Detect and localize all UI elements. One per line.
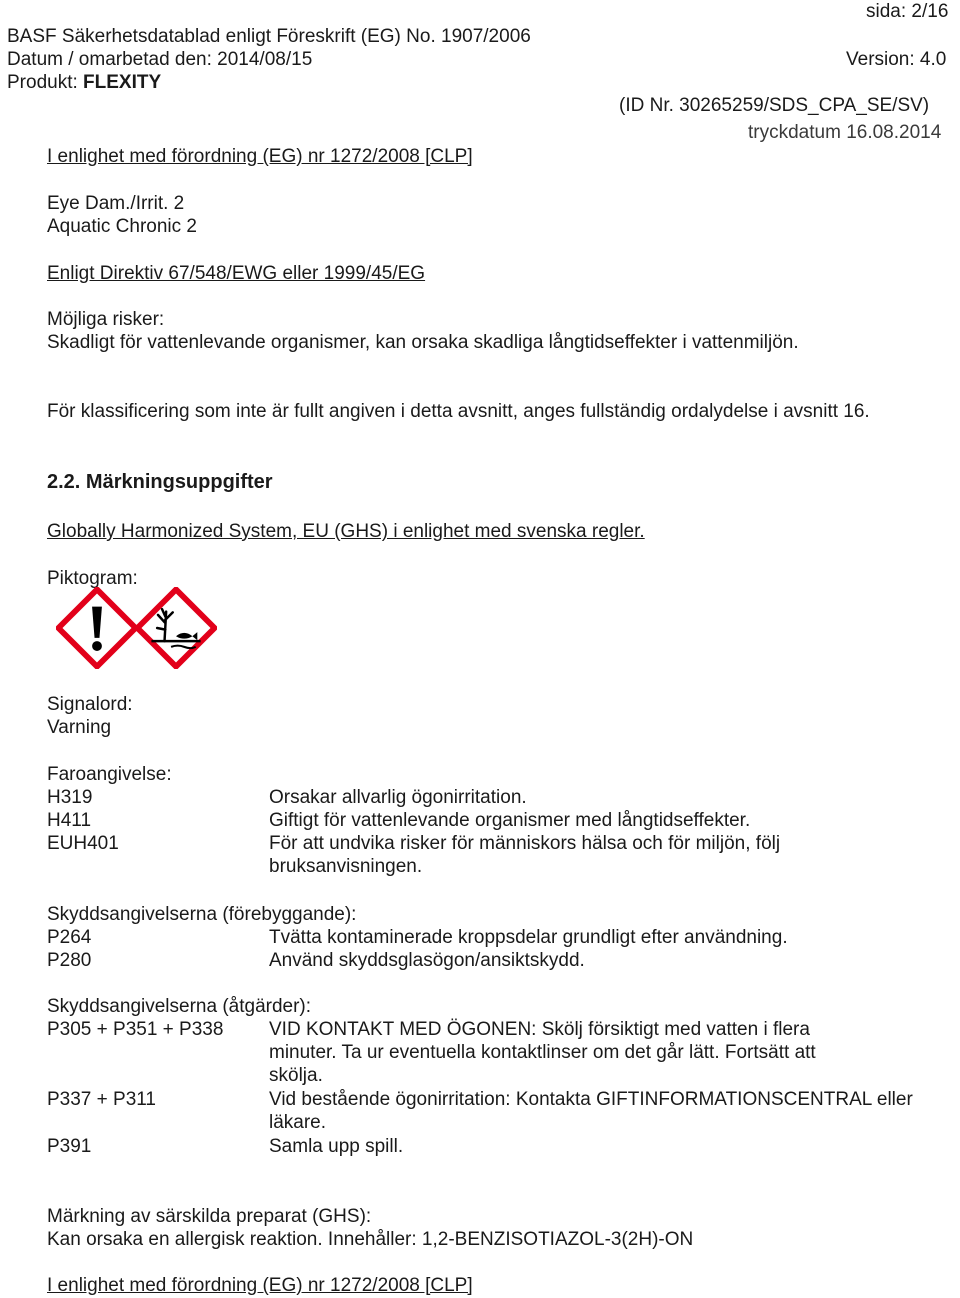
print-date: tryckdatum 16.08.2014 <box>748 122 942 143</box>
response-text: VID KONTAKT MED ÖGONEN: Skölj försiktigt med vatten i flera minuter. Ta ur eventuella kontaktlinser om det går lätt. Fortsätt att skölja. <box>269 1019 816 1086</box>
risks-label: Möjliga risker: <box>47 309 165 330</box>
hazard-label: Faroangivelse: <box>47 764 172 785</box>
clp-heading: I enlighet med förordning (EG) nr 1272/2008 [CLP] <box>47 146 473 167</box>
response-text: Vid bestående ögonirritation: Kontakta GIFTINFORMATIONSCENTRAL eller läkare. <box>269 1089 913 1133</box>
exclamation-mark-icon <box>56 587 138 669</box>
product-name: FLEXITY <box>83 72 162 93</box>
pictogram-label: Piktogram: <box>47 568 138 589</box>
hazard-text: För att undvika risker för människors hälsa och för miljön, följ bruksanvisningen. <box>269 833 781 877</box>
section-title: 2.2. Märkningsuppgifter <box>47 471 273 493</box>
version: Version: 4.0 <box>846 49 947 70</box>
hazard-code: H411 <box>47 810 92 831</box>
hazard-text: Giftigt för vattenlevande organismer med långtidseffekter. <box>269 810 751 831</box>
hazard-code: H319 <box>47 787 93 808</box>
response-label: Skyddsangivelserna (åtgärder): <box>47 996 312 1017</box>
page-number: sida: 2/16 <box>866 1 949 22</box>
environment-hazard-icon <box>135 587 217 669</box>
clp-footer: I enlighet med förordning (EG) nr 1272/2008 [CLP] <box>47 1275 473 1296</box>
prevention-code: P280 <box>47 950 92 971</box>
classification-item: Eye Dam./Irrit. 2 <box>47 193 185 214</box>
revision-date: Datum / omarbetad den: 2014/08/15 <box>7 49 313 70</box>
hazard-code: EUH401 <box>47 833 119 854</box>
prevention-label: Skyddsangivelserna (förebyggande): <box>47 904 357 925</box>
classification-note: För klassificering som inte är fullt angiven i detta avsnitt, anges fullständig ordalydelse i avsnitt 16. <box>47 401 870 422</box>
ghs-heading: Globally Harmonized System, EU (GHS) i enlighet med svenska regler. <box>47 521 645 542</box>
document-title: BASF Säkerhetsdatablad enligt Föreskrift (EG) No. 1907/2006 <box>7 26 531 47</box>
signal-label: Signalord: <box>47 694 133 715</box>
classification-item: Aquatic Chronic 2 <box>47 216 197 237</box>
prevention-code: P264 <box>47 927 92 948</box>
hazard-text: Orsakar allvarlig ögonirritation. <box>269 787 527 808</box>
response-code: P305 + P351 + P338 <box>47 1019 224 1040</box>
product-label: Produkt: <box>7 72 84 93</box>
special-label: Märkning av särskilda preparat (GHS): <box>47 1206 372 1227</box>
response-text: Samla upp spill. <box>269 1136 404 1157</box>
product-line <box>7 71 161 94</box>
document-id: (ID Nr. 30265259/SDS_CPA_SE/SV) <box>619 95 930 116</box>
risks-text: Skadligt för vattenlevande organismer, kan orsaka skadliga långtidseffekter i vattenmiljön. <box>47 332 799 353</box>
prevention-text: Tvätta kontaminerade kroppsdelar grundligt efter användning. <box>269 927 788 948</box>
response-code: P391 <box>47 1136 92 1157</box>
special-text: Kan orsaka en allergisk reaktion. Innehåller: 1,2-BENZISOTIAZOL-3(2H)-ON <box>47 1229 694 1250</box>
signal-word: Varning <box>47 717 112 738</box>
directive-heading: Enligt Direktiv 67/548/EWG eller 1999/45/EG <box>47 263 426 284</box>
response-code: P337 + P311 <box>47 1089 156 1110</box>
prevention-text: Använd skyddsglasögon/ansiktskydd. <box>269 950 585 971</box>
